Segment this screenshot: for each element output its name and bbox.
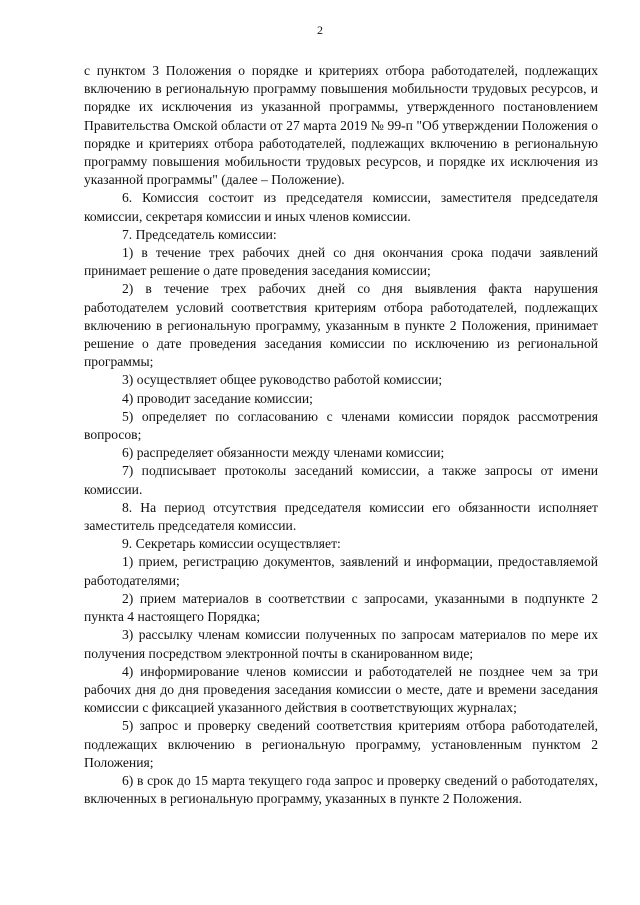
paragraph: 4) проводит заседание комиссии; (122, 390, 313, 406)
paragraph: 8. На период отсутствия председателя комиссии его обязанности исполняет заместитель председателя комиссии. (84, 499, 598, 534)
paragraph: 3) осуществляет общее руководство работой комиссии; (122, 372, 443, 388)
paragraph: 5) определяет по согласованию с членами комиссии порядок рассмотрения вопросов; (84, 408, 598, 443)
paragraph: 7. Председатель комиссии: (122, 226, 277, 242)
document-body (84, 62, 598, 808)
paragraph: 9. Секретарь комиссии осуществляет: (122, 536, 341, 552)
paragraph: с пунктом 3 Положения о порядке и критериях отбора работодателей, подлежащих включению в региональную программу повышения мобильности трудовых ресурсов, и порядке их исключения из указанной программы, утвержденного постановлением Правительства Омской области от 27 марта 2019 № 99-п "Об утверждении Положения о порядке и критериях отбора работодателей, подлежащих включению в региональную программу повышения мобильности трудовых ресурсов, и порядке их исключения из указанной программы" (далее – Положение). (84, 63, 598, 188)
paragraph: 4) информирование членов комиссии и работодателей не позднее чем за три рабочих дня до дня проведения заседания комиссии о месте, дате и времени заседания комиссии с фиксацией указанного действия в соответствующих журналах; (84, 663, 598, 716)
page-number: 2 (317, 23, 323, 37)
paragraph: 2) прием материалов в соответствии с запросами, указанными в подпункте 2 пункта 4 настоящего Порядка; (84, 590, 598, 625)
paragraph: 6) в срок до 15 марта текущего года запрос и проверку сведений о работодателях, включенных в региональную программу, указанных в пункте 2 Положения. (84, 772, 598, 807)
paragraph: 3) рассылку членам комиссии полученных по запросам материалов по мере их получения посредством электронной почты в сканированном виде; (84, 627, 598, 661)
paragraph: 6) распределяет обязанности между членами комиссии; (122, 445, 445, 461)
paragraph: 5) запрос и проверку сведений соответствия критериям отбора работодателей, подлежащих включению в региональную программу, установленным пунктом 2 Положения; (84, 718, 598, 770)
paragraph: 7) подписывает протоколы заседаний комиссии, а также запросы от имени комиссии. (84, 463, 598, 497)
paragraph: 6. Комиссия состоит из председателя комиссии, заместителя председателя комиссии, секретаря комиссии и иных членов комиссии. (84, 190, 598, 224)
paragraph: 2) в течение трех рабочих дней со дня выявления факта нарушения работодателем условий соответствия критериям отбора работодателей, подлежащих включению в региональную программу, указанным в пункте 2 Положения, принимает решение о дате проведения заседания комиссии по исключению из региональной программы; (84, 281, 598, 370)
paragraph: 1) прием, регистрацию документов, заявлений и информации, предоставляемой работодателями; (84, 554, 598, 588)
paragraph: 1) в течение трех рабочих дней со дня окончания срока подачи заявлений принимает решение о дате проведения заседания комиссии; (84, 245, 598, 279)
